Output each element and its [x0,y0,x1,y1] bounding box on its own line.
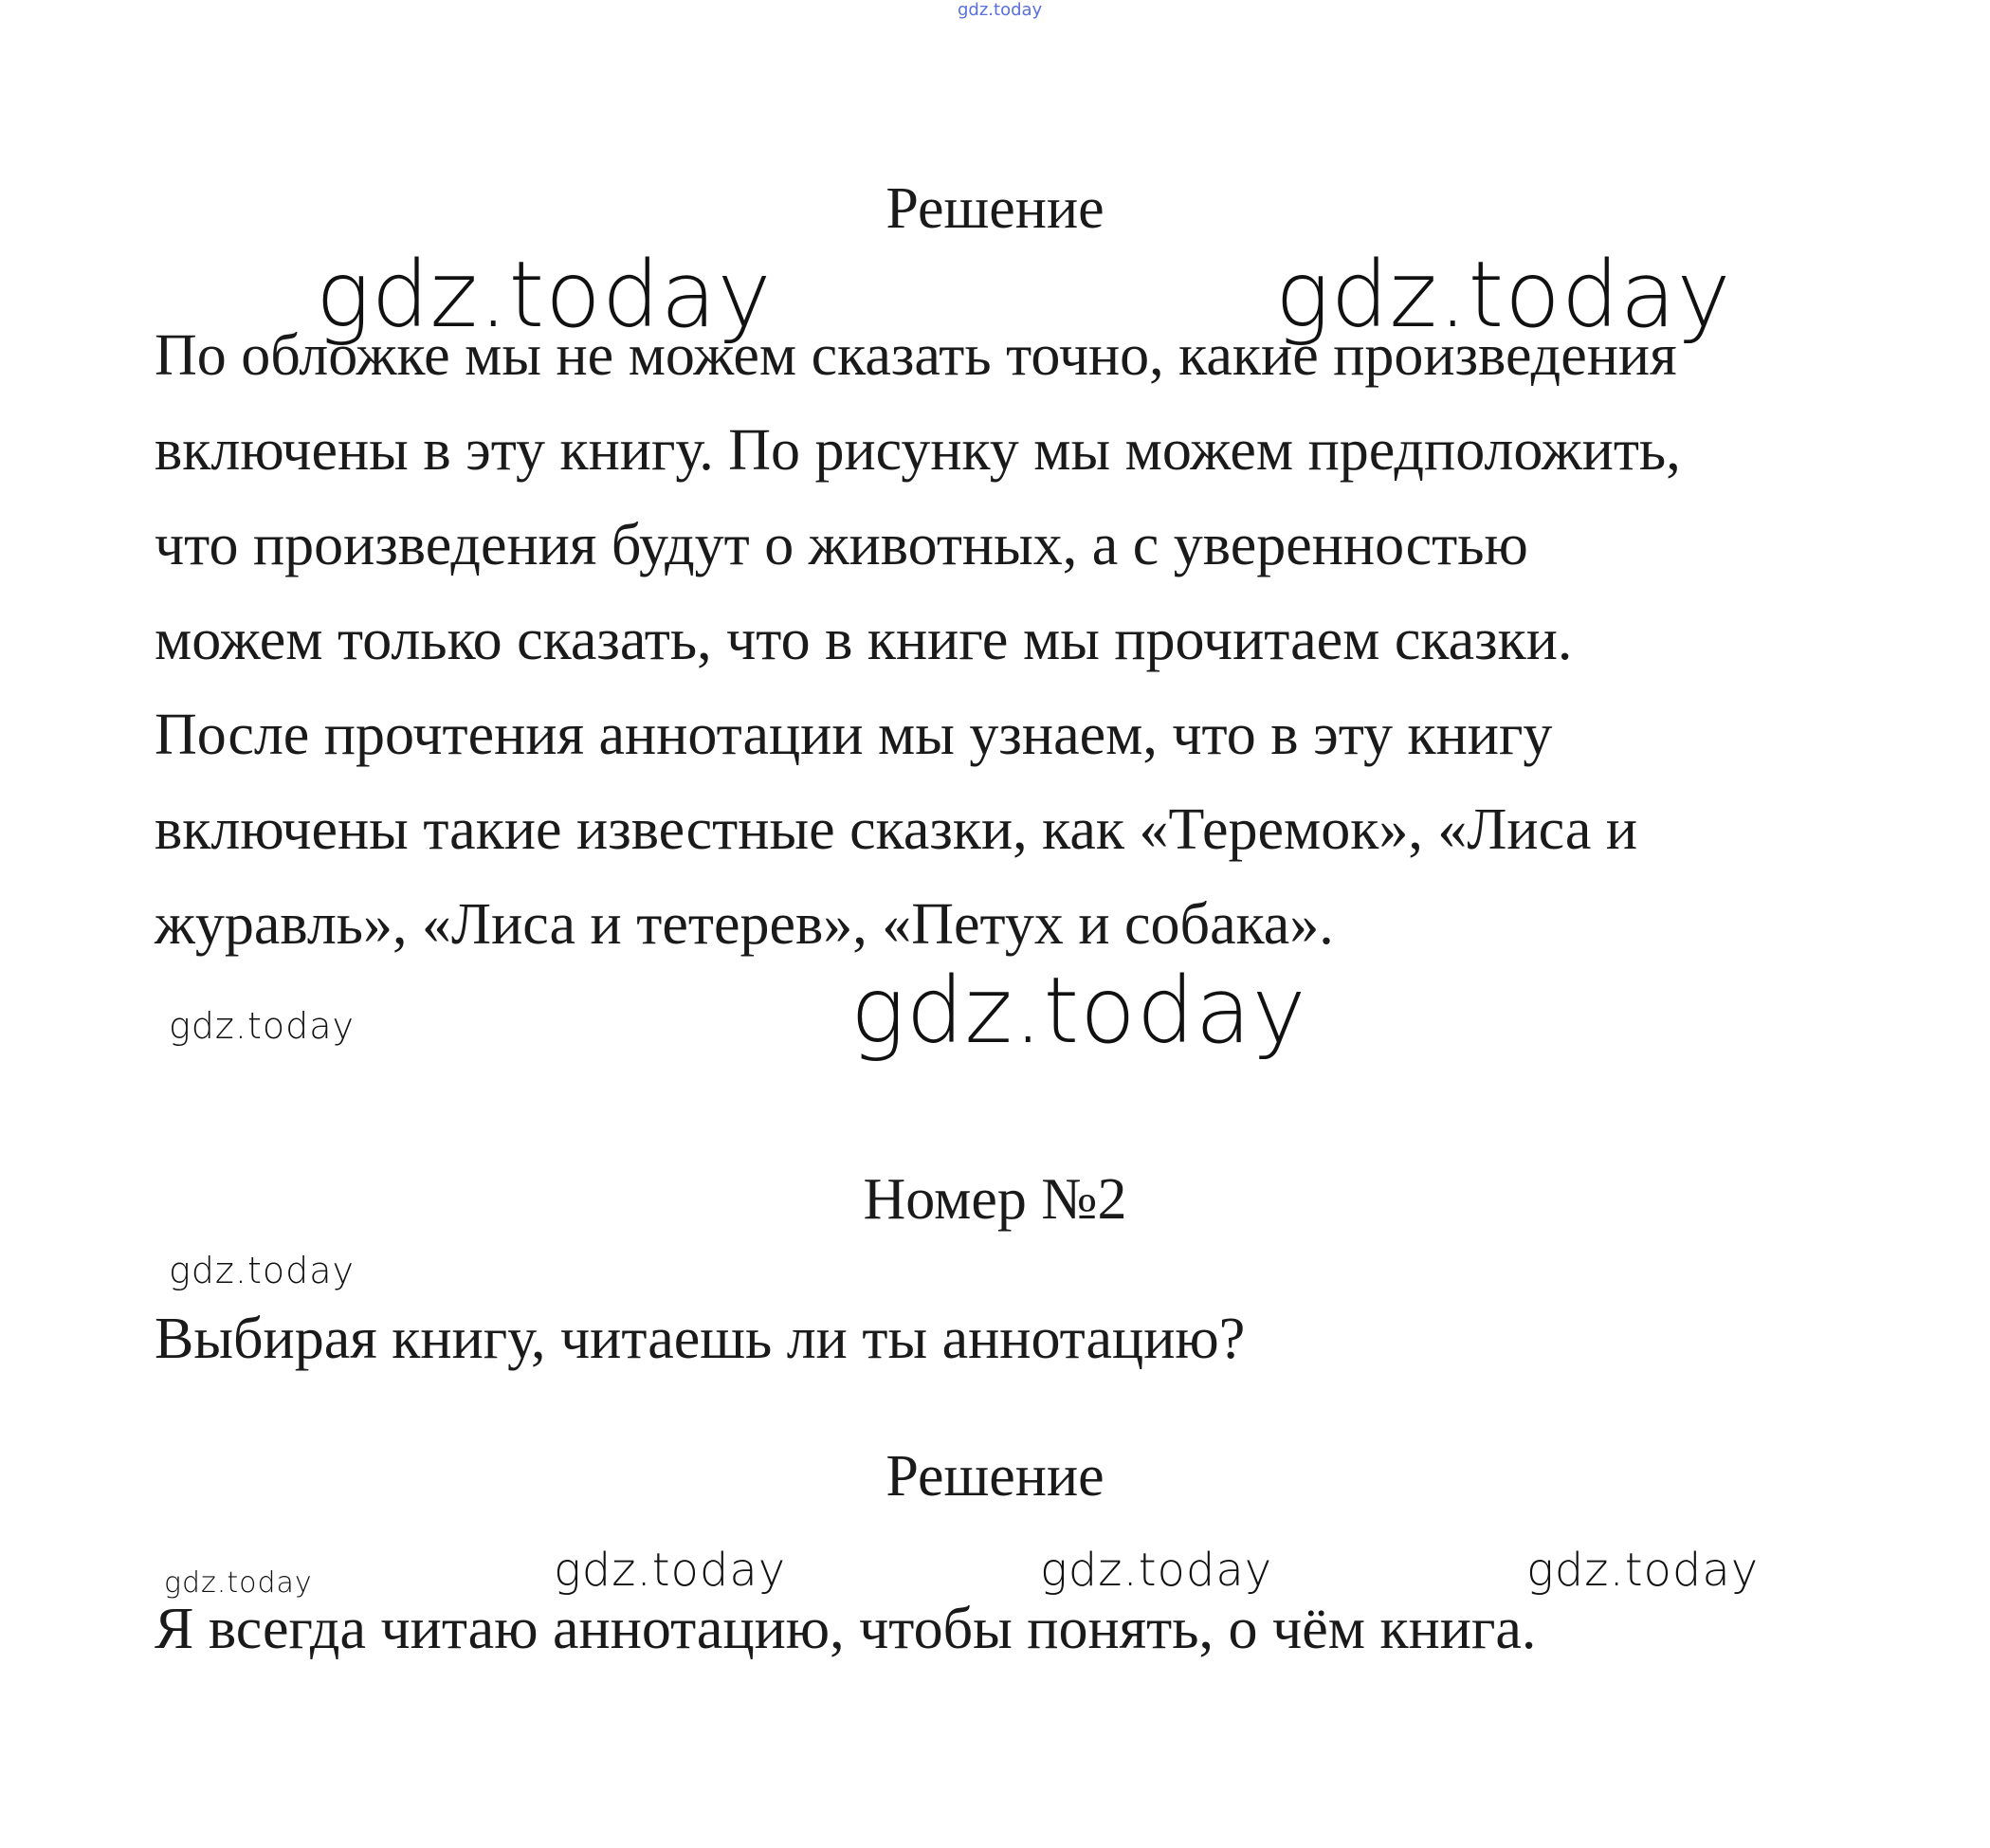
solution-heading-2: Решение [885,1444,1105,1509]
watermark: gdz.today [169,1005,355,1047]
solution-1-line-5: После прочтения аннотации мы узнаем, что в эту книгу [155,703,1553,767]
watermark: gdz.today [164,1566,313,1600]
solution-heading-1: Решение [885,176,1105,241]
task-number-heading: Номер №2 [863,1167,1127,1232]
solution-1-line-2: включены в эту книгу. По рисунку мы можем предположить, [155,418,1681,483]
solution-1-line-7: журавль», «Лиса и тетерев», «Петух и собака». [155,892,1334,957]
top-watermark: gdz.today [958,0,1043,20]
watermark: gdz.today [850,958,1307,1064]
watermark: gdz.today [554,1544,787,1597]
solution-1-line-4: можем только сказать, что в книге мы прочитаем сказки. [155,608,1573,672]
watermark: gdz.today [1275,242,1732,348]
watermark: gdz.today [316,242,773,348]
solution-1-line-1: По обложке мы не можем сказать точно, какие произведения [155,323,1677,388]
solution-1-line-6: включены такие известные сказки, как «Теремок», «Лиса и [155,797,1638,862]
answer-text: Я всегда читаю аннотацию, чтобы понять, о чём книга. [155,1597,1537,1661]
watermark: gdz.today [1526,1544,1760,1597]
watermark: gdz.today [1040,1544,1273,1597]
watermark: gdz.today [169,1250,355,1291]
solution-1-line-3: что произведения будут о животных, а с уверенностью [155,513,1528,577]
question-text: Выбирая книгу, читаешь ли ты аннотацию? [155,1307,1246,1371]
